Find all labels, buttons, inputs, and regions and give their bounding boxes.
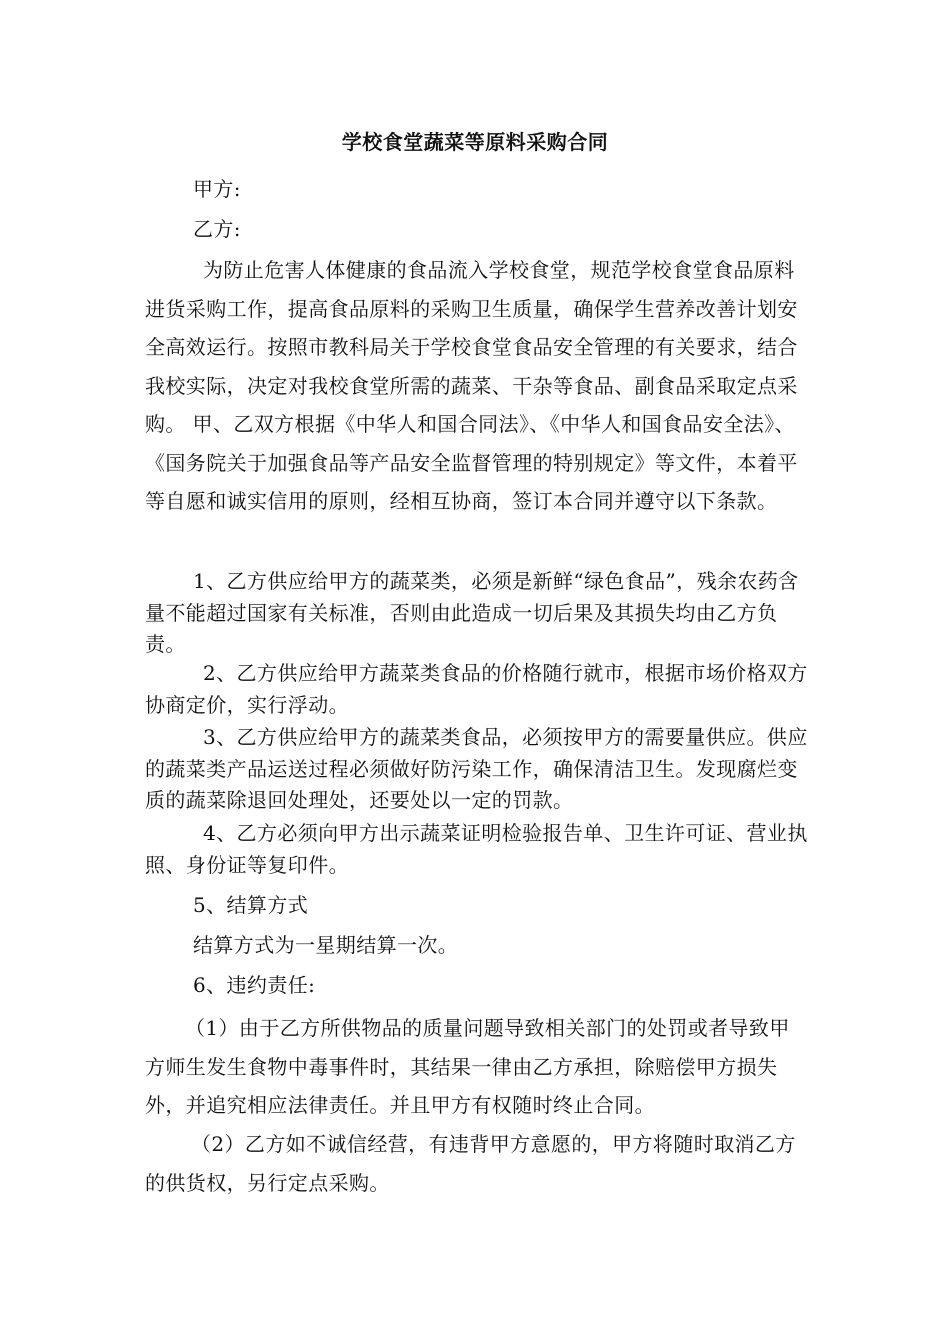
clause-2: 2、乙方供应给甲方蔬菜类食品的价格随行就市，根据市场价格双方协商定价，实行浮动。: [145, 661, 808, 717]
clause-6-1: （1）由于乙方所供物品的质量问题导致相关部门的处罚或者导致甲方师生发生食物中毒事件时，其结果一律由乙方承担，除赔偿甲方损失外，并追究相应法律责任。并且甲方有权随时终止合同。: [145, 1016, 790, 1117]
clause-6-2: （2）乙方如不诚信经营，有违背甲方意愿的，甲方将随时取消乙方的供货权，另行定点采购。: [145, 1132, 796, 1195]
party-b-label: 乙方:: [193, 217, 241, 241]
clause-6-heading: 6、违约责任:: [193, 973, 316, 997]
clause-5-body: 结算方式为一星期结算一次。: [193, 933, 459, 957]
document-title: 学校食堂蔬菜等原料采购合同: [341, 130, 609, 154]
intro-paragraph: 为防止危害人体健康的食品流入学校食堂，规范学校食堂食品原料进货采购工作，提高食品原料的采购卫生质量，确保学生营养改善计划安全高效运行。按照市教科局关于学校食堂食品安全管理的有关要求，结合我校实际，决定对我校食堂所需的蔬菜、干杂等食品、副食品采取定点采购。 甲、乙双方根据《中华人和国合同法》、《中华人和国食品安全法》、《国务院关于加强食品等产品安全监督管理的特别规定》等文件，本着平等自愿和诚实信用的原则，经相互协商，签订本合同并遵守以下条款。: [145, 258, 798, 513]
clause-5-heading: 5、结算方式: [193, 893, 309, 917]
clause-4: 4、乙方必须向甲方出示蔬菜证明检验报告单、卫生许可证、营业执照、身份证等复印件。: [145, 821, 808, 877]
clause-1: 1、乙方供应给甲方的蔬菜类，必须是新鲜“绿色食品”，残余农药含量不能超过国家有关标准，否则由此造成一切后果及其损失均由乙方负责。: [145, 569, 799, 656]
party-a-label: 甲方:: [193, 177, 241, 201]
clause-3: 3、乙方供应给甲方的蔬菜类食品，必须按甲方的需要量供应。供应的蔬菜类产品运送过程必须做好防污染工作，确保清洁卫生。发现腐烂变质的蔬菜除退回处理处，还要处以一定的罚款。: [145, 725, 808, 812]
